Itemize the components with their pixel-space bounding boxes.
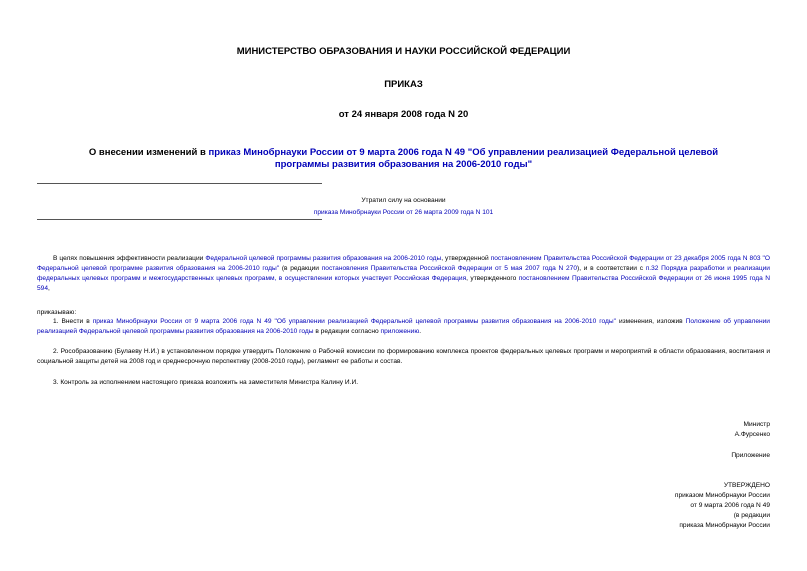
status-note — [250, 196, 557, 218]
approval-line: приказа Минобрнауки России — [679, 522, 770, 529]
doc-type-heading: ПРИКАЗ — [384, 79, 423, 90]
resolution-594-link[interactable]: постановлением Правительства Российской Федерации от 26 июня 1995 года N 594 — [37, 275, 770, 292]
preamble-text: В целях повышения эффективности реализации — [53, 255, 206, 262]
ministry-heading: МИНИСТЕРСТВО ОБРАЗОВАНИЯ И НАУКИ РОССИЙСКОЙ ФЕДЕРАЦИИ — [236, 46, 571, 57]
resolution-270-link[interactable]: постановления Правительства Российской Федерации от 5 мая 2007 года N 270 — [321, 265, 578, 272]
resolution-803-link[interactable]: постановлением Правительства Российской Федерации от 23 декабря 2005 года N 803 "О Федеральной целевой программе развития образования на 2006-2010 годы" — [37, 255, 770, 272]
regulation-link[interactable]: Положение об управлении реализацией Федеральной целевой программы развития образования на 2006-2010 годы — [37, 318, 770, 335]
program-link[interactable]: Федеральной целевой программы развития образования на 2006-2010 годы — [205, 255, 442, 262]
item-1-paragraph — [37, 317, 770, 337]
procedure-link[interactable]: п.32 Порядка разработки и реализации федеральных целевых программ и межгосударственных целевых программ, в осуществлении которых участвует Российская Федерация — [37, 265, 770, 282]
approval-line: приказом Минобрнауки России — [674, 492, 770, 499]
item-1-text: изменения, изложив — [615, 318, 686, 325]
appendix-label: Приложение — [731, 452, 770, 459]
minister-name: А.Фурсенко — [734, 431, 770, 438]
signature-block — [735, 420, 770, 440]
item-2-paragraph: 2. Рособразованию (Булаеву Н.И.) в установленном порядке утвердить Положение о Рабочей комиссии по формированию комплекса проектов федеральных целевых программ и мероприятий в области образования, воспитания и социальной защиты детей на 2008 год и среднесрочную перспективу (2008-2010 годы), регламент ее работы и состав. — [37, 348, 770, 365]
approval-line: от 9 марта 2006 года N 49 — [690, 502, 770, 509]
item-1-text: 1. Внести в — [53, 318, 93, 325]
document-title — [70, 147, 737, 171]
title-link[interactable]: приказ Минобрнауки России от 9 марта 2006 года N 49 "Об управлении реализацией Федеральной целевой программы развития образования на 2006-2010 годы" — [208, 147, 719, 170]
preamble-text: , утвержденного — [466, 275, 519, 282]
preamble-text: , — [48, 285, 50, 292]
divider-bottom — [37, 219, 322, 220]
preamble-text: (в редакции — [279, 265, 322, 272]
approval-block — [675, 481, 770, 531]
status-note-line: Утратил силу на основании — [361, 197, 446, 204]
preamble-text: , утвержденной — [441, 255, 491, 262]
appendix-link[interactable]: приложению — [380, 328, 420, 335]
divider-top — [37, 183, 322, 184]
approval-line: (в редакции — [733, 512, 770, 519]
minister-title: Министр — [743, 421, 770, 428]
preamble-paragraph — [37, 254, 770, 294]
approval-line: УТВЕРЖДЕНО — [723, 482, 770, 489]
item-3-paragraph: 3. Контроль за исполнением настоящего приказа возложить на заместителя Министра Калину И.И. — [53, 379, 359, 386]
order-word: приказываю: — [37, 309, 77, 316]
item-1-text: в редакции согласно — [313, 328, 381, 335]
status-note-link[interactable]: приказа Минобрнауки России от 26 марта 2009 года N 101 — [313, 209, 494, 216]
order-49-link[interactable]: приказ Минобрнауки России от 9 марта 2006 года N 49 "Об управлении реализацией Федеральной целевой программы развития образования на 2006-2010 годы" — [92, 318, 616, 325]
date-number-heading: от 24 января 2008 года N 20 — [338, 109, 469, 120]
item-1-text: . — [419, 328, 422, 335]
preamble-text: ), и в соответствии с — [577, 265, 646, 272]
title-prefix: О внесении изменений в — [88, 147, 209, 158]
